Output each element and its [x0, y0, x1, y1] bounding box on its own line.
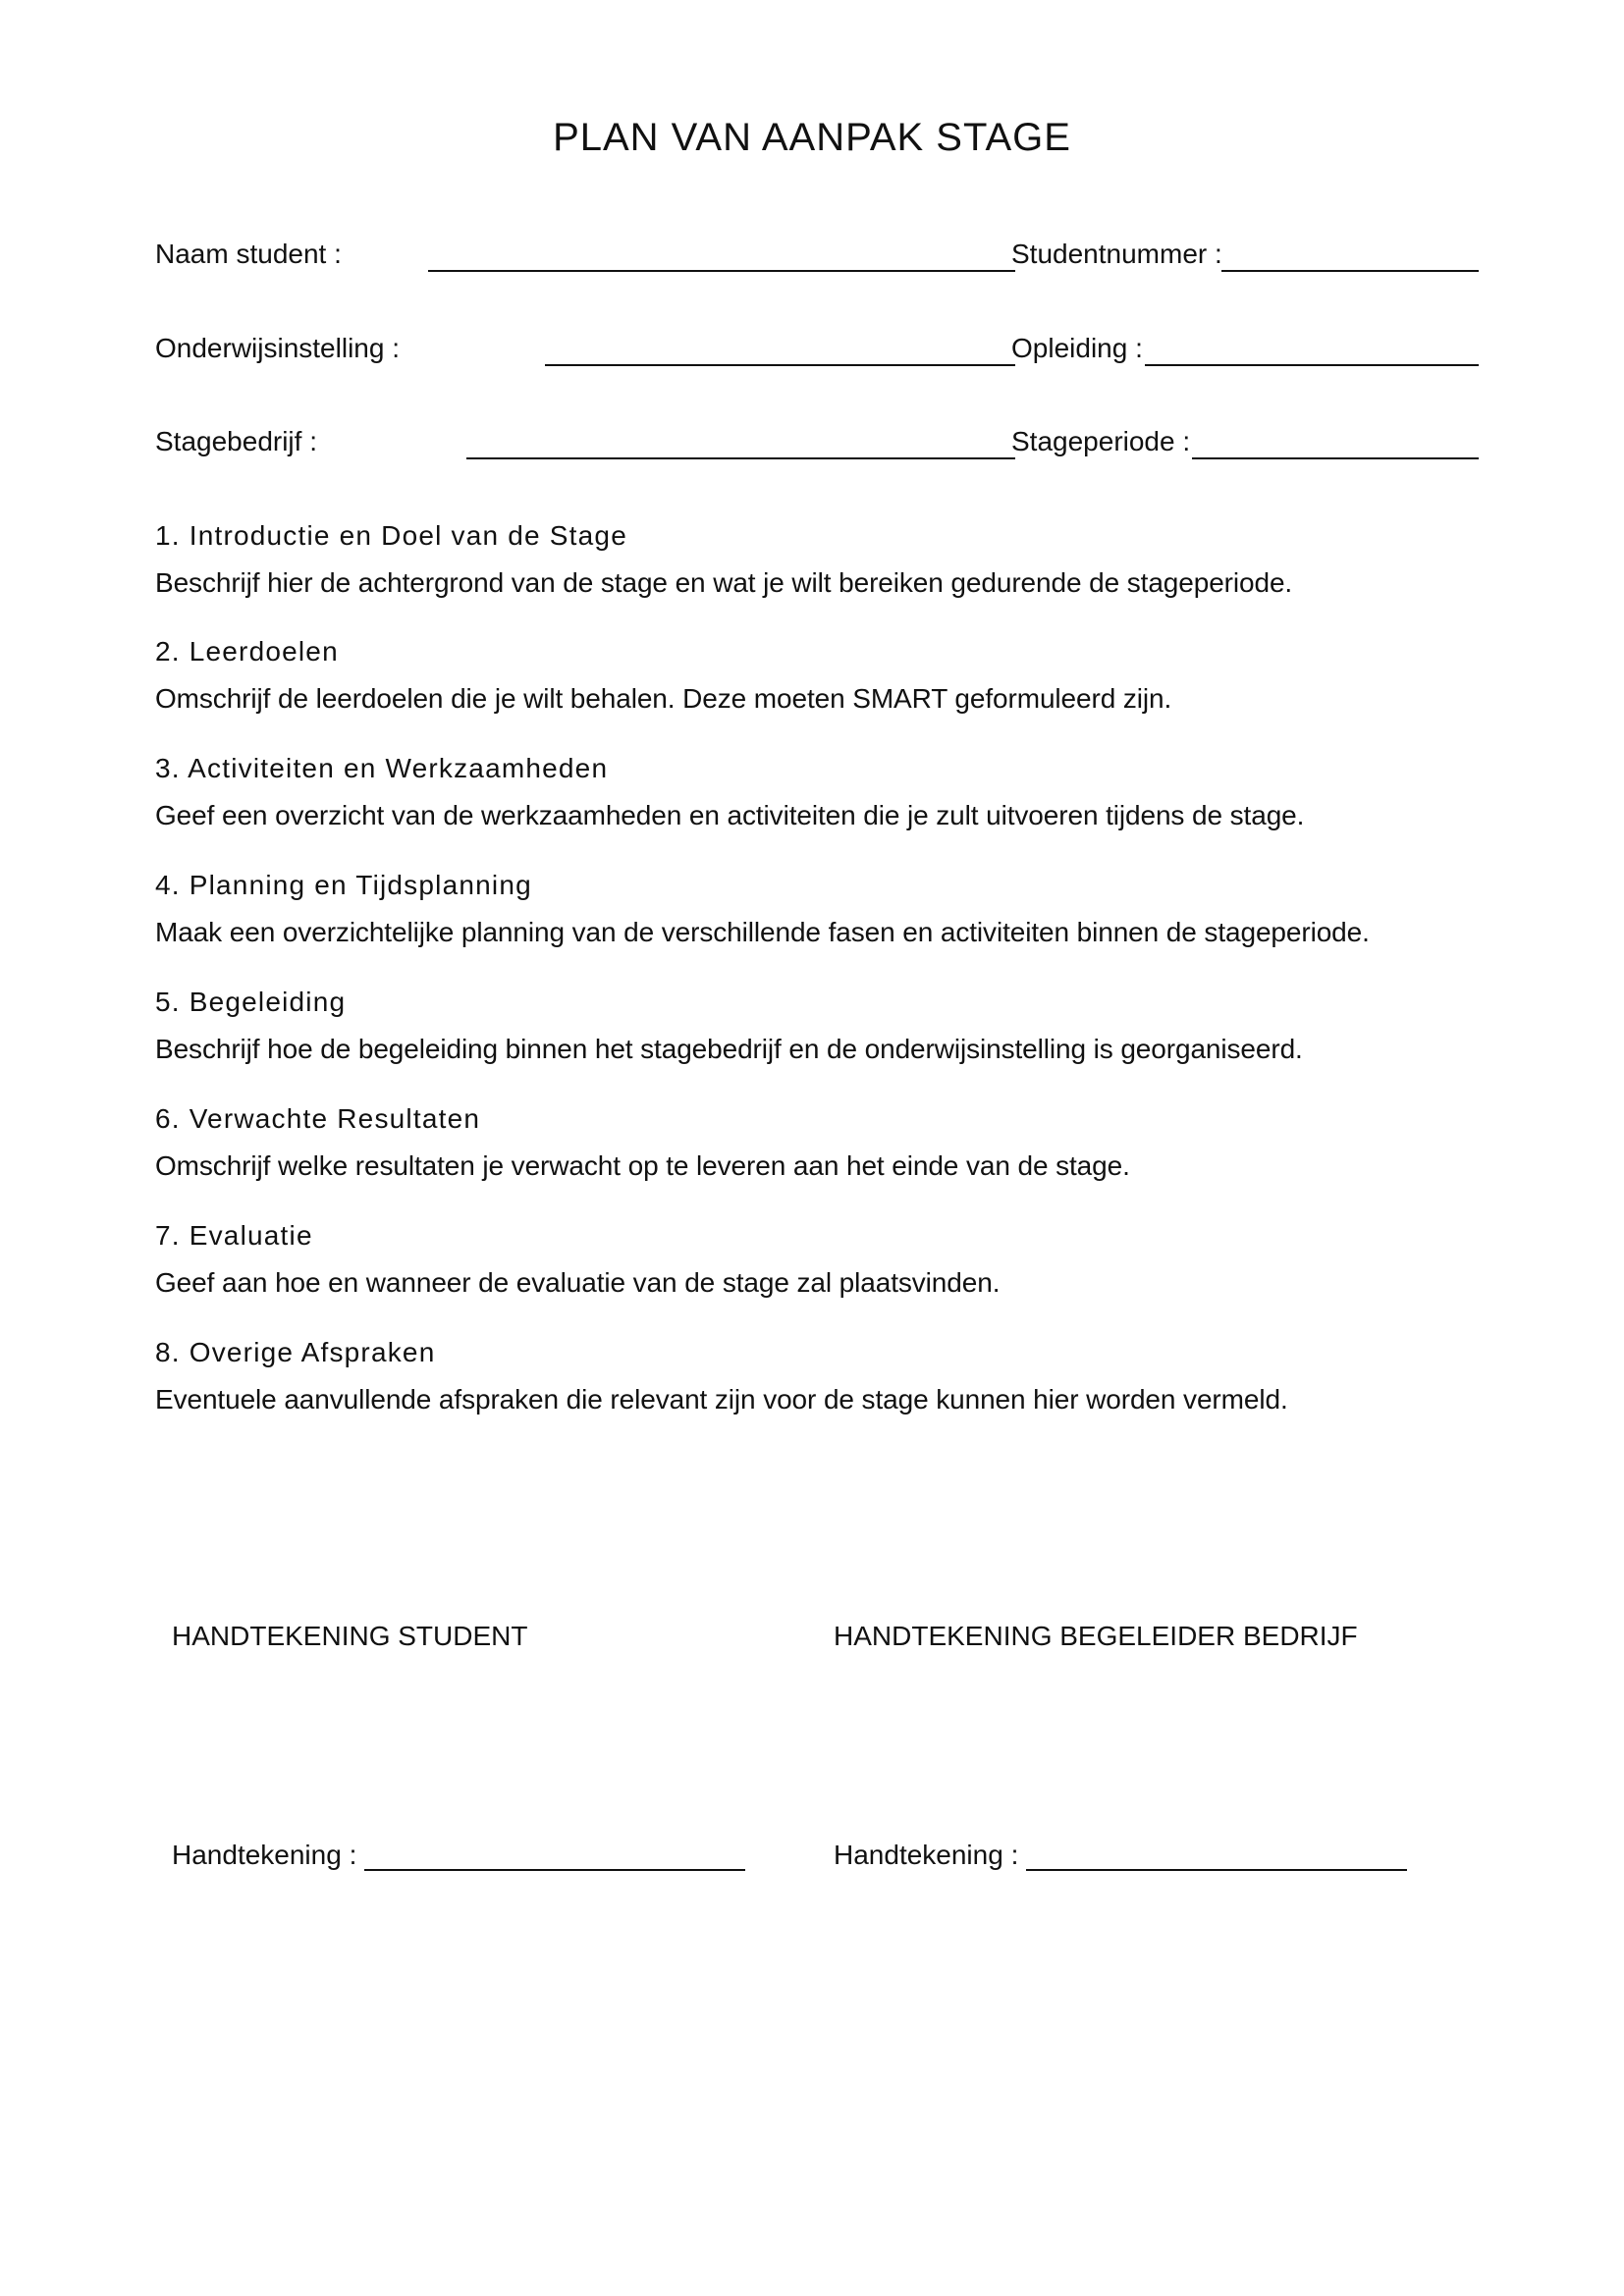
section-text: Beschrijf hier de achtergrond van de stage en wat je wilt bereiken gedurende de stageperiode.	[155, 567, 1293, 598]
section-text: Omschrijf de leerdoelen die je wilt behalen. Deze moeten SMART geformuleerd zijn.	[155, 683, 1172, 714]
section-text: Geef een overzicht van de werkzaamheden en activiteiten die je zult uitvoeren tijdens de stage.	[155, 800, 1305, 830]
section-heading: 8. Overige Afspraken	[155, 1337, 436, 1367]
section-heading: 6. Verwachte Resultaten	[155, 1103, 481, 1134]
naam-student-label: Naam student :	[155, 239, 342, 269]
section-heading: 4. Planning en Tijdsplanning	[155, 870, 532, 900]
section-text: Omschrijf welke resultaten je verwacht op te leveren aan het einde van de stage.	[155, 1150, 1130, 1181]
signature-company-title: HANDTEKENING BEGELEIDER BEDRIJF	[834, 1621, 1358, 1651]
signature-student-title: HANDTEKENING STUDENT	[172, 1621, 528, 1651]
stagebedrijf-label: Stagebedrijf :	[155, 426, 317, 456]
opleiding-line[interactable]	[1145, 364, 1479, 366]
onderwijsinstelling-label: Onderwijsinstelling :	[155, 333, 400, 363]
section-text: Beschrijf hoe de begeleiding binnen het stagebedrijf en de onderwijsinstelling is georganiseerd.	[155, 1034, 1303, 1064]
studentnummer-label: Studentnummer :	[1011, 239, 1222, 269]
section-text: Maak een overzichtelijke planning van de verschillende fasen en activiteiten binnen de stageperiode.	[155, 917, 1370, 947]
signature-student-line[interactable]	[364, 1869, 745, 1871]
section-8	[155, 1339, 1481, 1414]
section-7	[155, 1222, 1481, 1297]
section-text: Geef aan hoe en wanneer de evaluatie van de stage zal plaatsvinden.	[155, 1267, 1001, 1298]
section-heading: 7. Evaluatie	[155, 1220, 313, 1251]
section-1	[155, 522, 1481, 597]
stageperiode-line[interactable]	[1192, 457, 1479, 459]
section-4	[155, 872, 1481, 946]
naam-student-line[interactable]	[428, 270, 1015, 272]
signature-student-label: Handtekening :	[172, 1840, 357, 1870]
signature-company-label: Handtekening :	[834, 1840, 1019, 1870]
onderwijsinstelling-line[interactable]	[545, 364, 1015, 366]
opleiding-label: Opleiding :	[1011, 333, 1143, 363]
stagebedrijf-line[interactable]	[466, 457, 1015, 459]
section-heading: 2. Leerdoelen	[155, 636, 339, 667]
section-6	[155, 1105, 1481, 1180]
signature-company-line[interactable]	[1026, 1869, 1407, 1871]
section-heading: 1. Introductie en Doel van de Stage	[155, 520, 627, 551]
section-heading: 3. Activiteiten en Werkzaamheden	[155, 753, 609, 783]
stageperiode-label: Stageperiode :	[1011, 426, 1191, 456]
studentnummer-line[interactable]	[1221, 270, 1479, 272]
section-3	[155, 755, 1481, 829]
section-heading: 5. Begeleiding	[155, 987, 347, 1017]
section-text: Eventuele aanvullende afspraken die relevant zijn voor de stage kunnen hier worden vermeld.	[155, 1384, 1288, 1415]
document-title: PLAN VAN AANPAK STAGE	[553, 116, 1071, 159]
section-2	[155, 638, 1481, 713]
section-5	[155, 988, 1481, 1063]
